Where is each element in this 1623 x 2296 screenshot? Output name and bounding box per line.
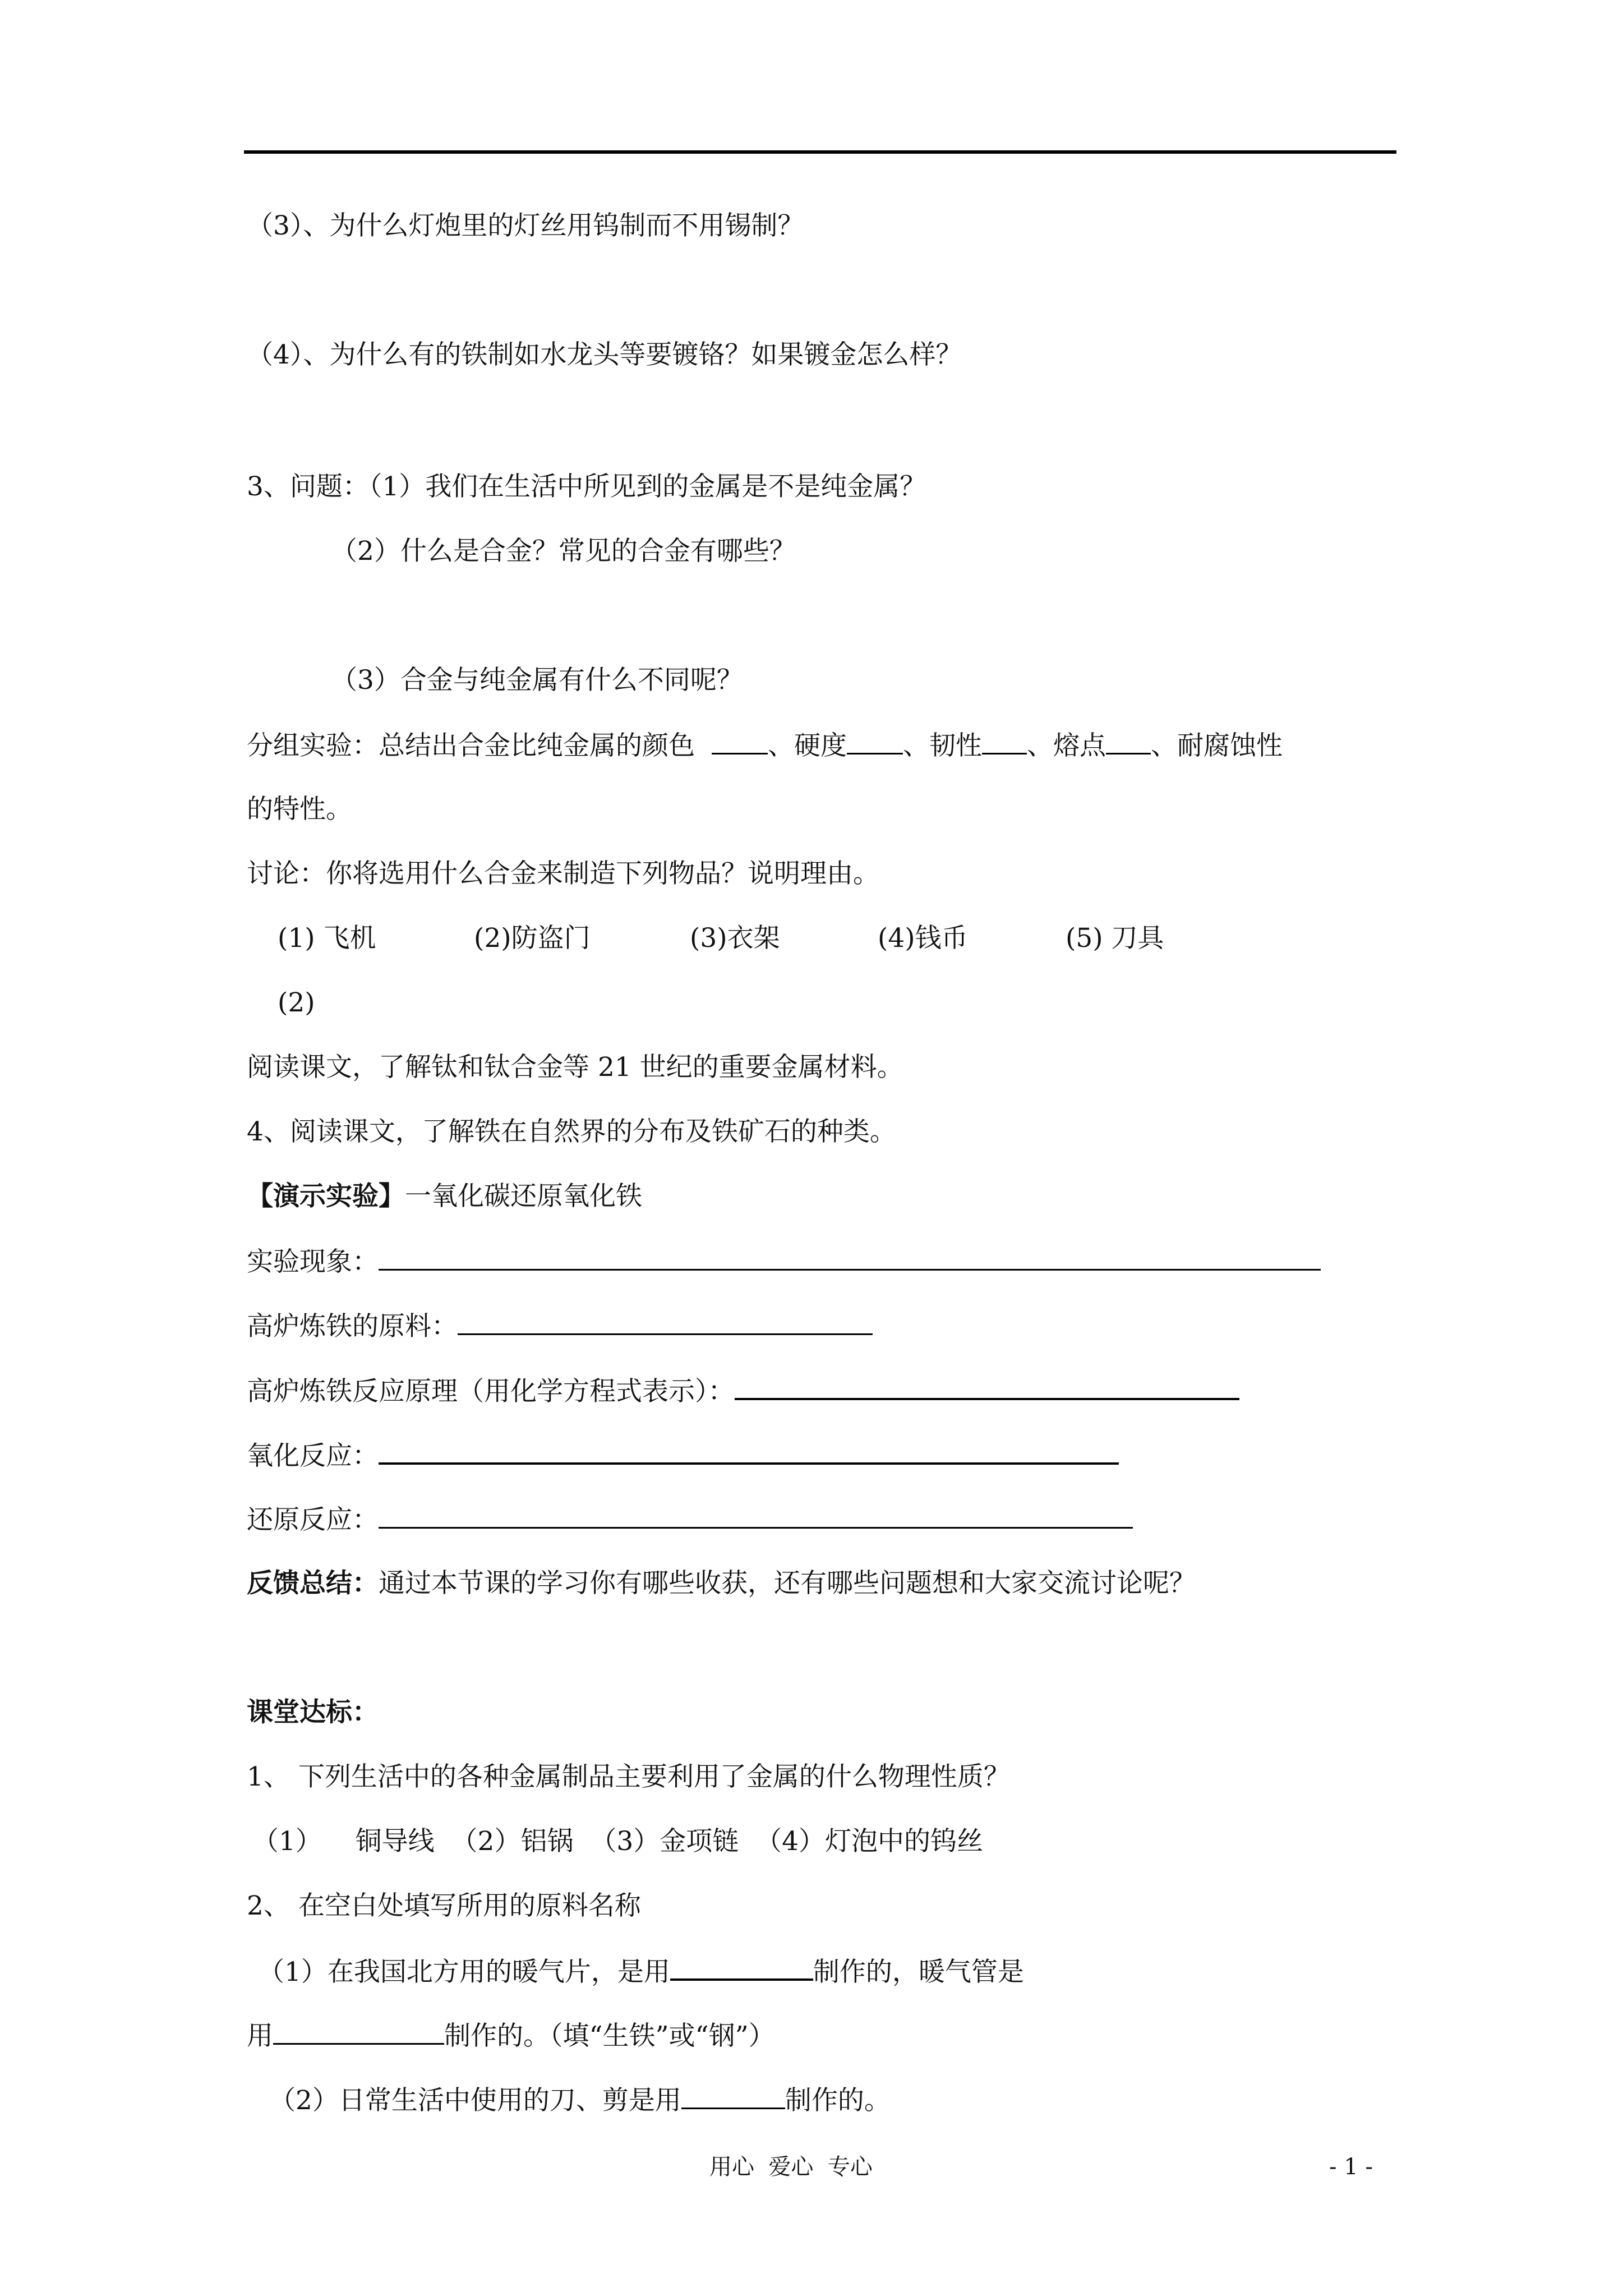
feedback-text: 通过本节课的学习你有哪些收获，还有哪些问题想和大家交流讨论呢？ — [379, 1568, 1196, 1599]
raw-material-label: 高炉炼铁的原料： — [247, 1311, 458, 1342]
toughness-blank[interactable] — [982, 728, 1027, 754]
reduction-row — [247, 1502, 1133, 1537]
group-experiment-text-5: 、耐腐蚀性 — [1151, 730, 1283, 761]
exercise-2-part-1-text-c: 用 — [247, 2021, 273, 2051]
question-tungsten: （3）、为什么灯炮里的灯丝用钨制而不用锡制？ — [247, 210, 804, 241]
melting-point-blank[interactable] — [1106, 728, 1151, 754]
group-experiment-text-4: 、熔点 — [1027, 730, 1106, 761]
header-rule — [244, 150, 1396, 154]
exercise-2-part-2-text-a: （2）日常生活中使用的刀、剪是用 — [269, 2085, 681, 2116]
item-airplane: (1) 飞机 — [278, 923, 376, 954]
classroom-title: 课堂达标： — [247, 1697, 379, 1728]
group-experiment-text-3: 、韧性 — [903, 730, 982, 761]
phenomenon-row — [247, 1244, 1321, 1279]
reduction-label: 还原反应： — [247, 1504, 379, 1535]
knife-material-blank[interactable] — [681, 2083, 785, 2109]
phenomenon-label: 实验现象： — [247, 1246, 379, 1277]
radiator-material-blank[interactable] — [670, 1954, 813, 1981]
exercise-2: 2、 在空白处填写所用的原料名称 — [247, 1890, 641, 1921]
exercise-2-part-1 — [258, 1954, 1024, 1989]
exercise-2-part-2-text-b: 制作的。 — [785, 2085, 891, 2116]
exercise-2-part-2 — [269, 2083, 891, 2118]
raw-material-row — [247, 1309, 873, 1343]
exercise-2-part-1-text-d: 制作的。（填“生铁”或“钢”） — [444, 2021, 775, 2051]
item-extra: (2) — [278, 987, 315, 1018]
item-knife: (5) 刀具 — [1066, 923, 1164, 954]
reduction-blank[interactable] — [379, 1502, 1133, 1529]
group-experiment-text-1: 分组实验：总结出合金比纯金属的颜色 — [247, 730, 695, 761]
oxidation-blank[interactable] — [379, 1438, 1119, 1465]
section-3-subquestion-3: （3）合金与纯金属有什么不同呢？ — [331, 665, 743, 696]
discussion: 讨论：你将选用什么合金来制造下列物品？说明理由。 — [247, 858, 879, 889]
principle-blank[interactable] — [735, 1373, 1239, 1400]
exercise-1: 1、 下列生活中的各种金属制品主要利用了金属的什么物理性质？ — [247, 1761, 1010, 1792]
color-blank[interactable] — [712, 728, 768, 754]
footer-motto: 用心 爱心 专心 — [709, 2154, 873, 2180]
section-3-question: 3、问题：（1）我们在生活中所见到的金属是不是纯金属？ — [247, 471, 926, 502]
read-titanium: 阅读课文，了解钛和钛合金等 21 世纪的重要金属材料。 — [247, 1052, 903, 1083]
pipe-material-blank[interactable] — [273, 2018, 444, 2045]
group-experiment-text-2: 、硬度 — [768, 730, 847, 761]
exercise-1-items: （1） 铜导线 （2）铝锅 （3）金项链 （4）灯泡中的钨丝 — [252, 1826, 984, 1857]
page-number: - 1 - — [1329, 2154, 1373, 2180]
question-chrome-plating: （4）、为什么有的铁制如水龙头等要镀铬？如果镀金怎么样？ — [247, 339, 962, 370]
section-4: 4、阅读课文，了解铁在自然界的分布及铁矿石的种类。 — [247, 1116, 896, 1147]
oxidation-row — [247, 1438, 1119, 1473]
item-hanger: (3)衣架 — [690, 923, 780, 954]
item-security-door: (2)防盗门 — [474, 923, 591, 954]
oxidation-label: 氧化反应： — [247, 1441, 379, 1471]
demo-experiment-title: 一氧化碳还原氧化铁 — [405, 1181, 642, 1212]
hardness-blank[interactable] — [847, 728, 903, 754]
demo-experiment — [247, 1180, 642, 1213]
group-experiment-tail: 的特性。 — [247, 794, 352, 825]
raw-material-blank[interactable] — [458, 1309, 873, 1335]
principle-label: 高炉炼铁反应原理（用化学方程式表示）： — [247, 1376, 735, 1407]
principle-row — [247, 1373, 1239, 1409]
phenomenon-blank[interactable] — [379, 1244, 1321, 1271]
exercise-2-part-1-cont — [247, 2018, 775, 2053]
exercise-2-part-1-text-b: 制作的，暖气管是 — [813, 1957, 1024, 1987]
item-coin: (4)钱币 — [878, 923, 968, 954]
exercise-2-part-1-text-a: （1）在我国北方用的暖气片，是用 — [258, 1957, 670, 1987]
demo-experiment-label: 【演示实验】 — [247, 1181, 405, 1212]
feedback-summary — [247, 1567, 1196, 1600]
feedback-label: 反馈总结： — [247, 1568, 379, 1599]
section-3-subquestion-2: （2）什么是合金？常见的合金有哪些？ — [331, 536, 796, 567]
group-experiment — [247, 728, 1283, 763]
